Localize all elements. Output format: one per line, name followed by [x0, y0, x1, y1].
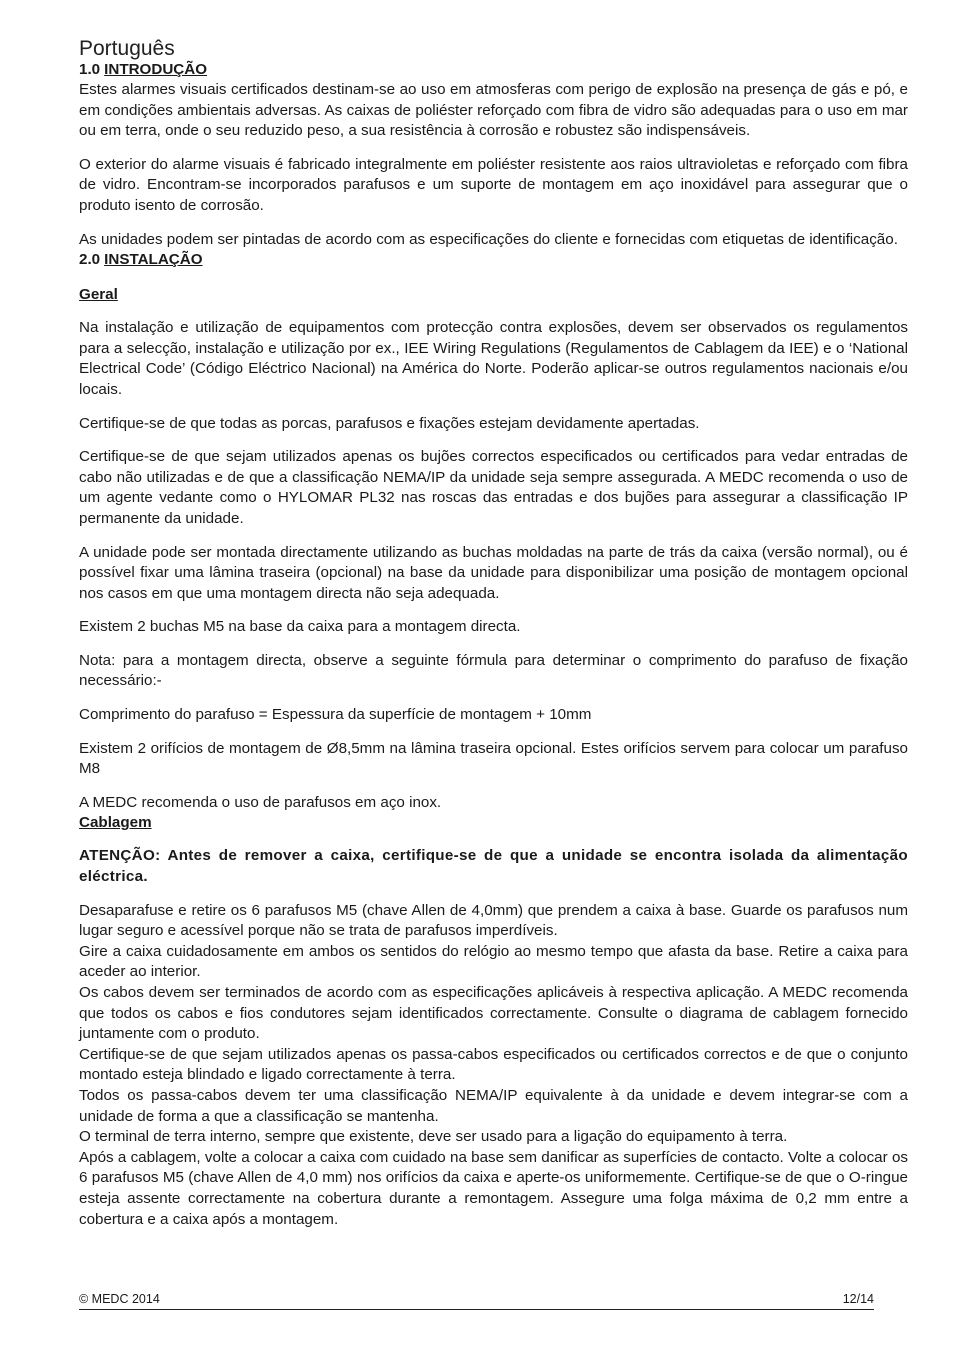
subheading-geral	[79, 285, 908, 305]
copyright-notice: © MEDC 2014	[79, 1292, 160, 1306]
paragraph: O exterior do alarme visuais é fabricado integralmente em poliéster resistente aos raios ultravioletas e reforçado com fibra de vidro. Encontram-se incorporados parafusos e um suporte de montagem em aço inoxidável para assegurar que o produto isento de corrosão.	[79, 155, 908, 214]
section-number: 2.0	[79, 251, 101, 269]
subheading-text: Geral	[79, 286, 118, 304]
paragraph: O terminal de terra interno, sempre que existente, deve ser usado para a ligação do equipamento à terra.	[79, 1128, 788, 1146]
paragraph: Certifique-se de que todas as porcas, parafusos e fixações estejam devidamente apertadas.	[79, 414, 700, 432]
language-heading: Português	[79, 37, 175, 60]
paragraph: Na instalação e utilização de equipamentos com protecção contra explosões, devem ser observados os regulamentos para a selecção, instalação e utilização por ex., IEE Wiring Regulations (Regulamentos de Cablagem da IEE) e o ‘National Electrical Code’ (Código Eléctrico Nacional) na América do Norte. Poderão aplicar-se outros regulamentos nacionais e/ou locais.	[79, 319, 908, 398]
paragraph: Após a cablagem, volte a colocar a caixa com cuidado na base sem danificar as superfícies de contacto. Volte a colocar os 6 parafusos M5 (chave Allen de 4,0 mm) nos orifícios da caixa e aperte-os uniformemente. Certifique-se de que o O-ringue esteja assente correctamente na cobertura durante a remontagem. Assegure uma folga máxima de 0,2 mm entre a cobertura e a caixa após a montagem.	[79, 1148, 908, 1228]
paragraph: Desaparafuse e retire os 6 parafusos M5 (chave Allen de 4,0mm) que prendem a caixa à base. Guarde os parafusos num lugar seguro e acessível porque não se trata de parafusos imperdíveis.	[79, 901, 908, 940]
page-footer	[79, 1292, 874, 1310]
paragraph: A unidade pode ser montada directamente utilizando as buchas moldadas na parte de trás da caixa (versão normal), ou é possível fixar uma lâmina traseira (opcional) na base da unidade para disponibilizar uma posição de montagem opcional nos casos em que uma montagem directa não seja adequada.	[79, 543, 908, 602]
section-heading-instalacao	[79, 250, 908, 270]
paragraph: Certifique-se de que sejam utilizados apenas os bujões correctos especificados ou certificados para vedar entradas de cabo não utilizadas e de que a classificação NEMA/IP da unidade seja sempre assegurada. A MEDC recomenda o uso de um agente vedante como o HYLOMAR PL32 nas roscas das entradas e dos bujões para assegurar a classificação IP permanente da unidade.	[79, 448, 908, 527]
paragraph: Existem 2 orifícios de montagem de Ø8,5mm na lâmina traseira opcional. Estes orifícios servem para colocar um parafuso M8	[79, 739, 908, 778]
section-title: INTRODUÇÃO	[104, 61, 208, 78]
paragraph: A MEDC recomenda o uso de parafusos em aço inox.	[79, 793, 442, 811]
document-page	[79, 36, 908, 1230]
paragraph: Todos os passa-cabos devem ter uma classificação NEMA/IP equivalente à da unidade e devem integrar-se com a unidade de forma a que a classificação se mantenha.	[79, 1086, 908, 1125]
paragraph: Nota: para a montagem directa, observe a seguinte fórmula para determinar o comprimento do parafuso de fixação necessário:-	[79, 651, 908, 690]
paragraph: Gire a caixa cuidadosamente em ambos os sentidos do relógio ao mesmo tempo que afasta da base. Retire a caixa para aceder ao interior.	[79, 942, 908, 981]
section-title: INSTALAÇÃO	[104, 251, 203, 269]
subheading-cablagem	[79, 813, 908, 833]
warning-paragraph: ATENÇÃO: Antes de remover a caixa, certifique-se de que a unidade se encontra isolada da alimentação eléctrica.	[79, 847, 908, 886]
paragraph: Comprimento do parafuso = Espessura da superfície de montagem + 10mm	[79, 706, 592, 724]
paragraph: Certifique-se de que sejam utilizados apenas os passa-cabos especificados ou certificados correctos e de que o conjunto montado esteja blindado e ligado correctamente à terra.	[79, 1045, 908, 1084]
paragraph: Os cabos devem ser terminados de acordo com as especificações aplicáveis à respectiva aplicação. A MEDC recomenda que todos os cabos e fios condutores sejam identificados correctamente. Consulte o diagrama de cablagem fornecido juntamente com o produto.	[79, 984, 908, 1043]
paragraph: As unidades podem ser pintadas de acordo com as especificações do cliente e fornecidas com etiquetas de identificação.	[79, 230, 898, 248]
paragraph: Estes alarmes visuais certificados destinam-se ao uso em atmosferas com perigo de explosão na presença de gás e pó, e em condições ambientais adversas. As caixas de poliéster reforçado com fibra de vidro são adequadas para o uso em mar ou em terra, onde o seu reduzido peso, a sua resistência à corrosão e robustez são indispensáveis.	[79, 81, 908, 140]
paragraph: Existem 2 buchas M5 na base da caixa para a montagem directa.	[79, 618, 521, 636]
section-number: 1.0	[79, 61, 101, 78]
page-number: 12/14	[842, 1292, 874, 1306]
section-heading-introducao	[79, 60, 908, 80]
subheading-text: Cablagem	[79, 814, 152, 832]
